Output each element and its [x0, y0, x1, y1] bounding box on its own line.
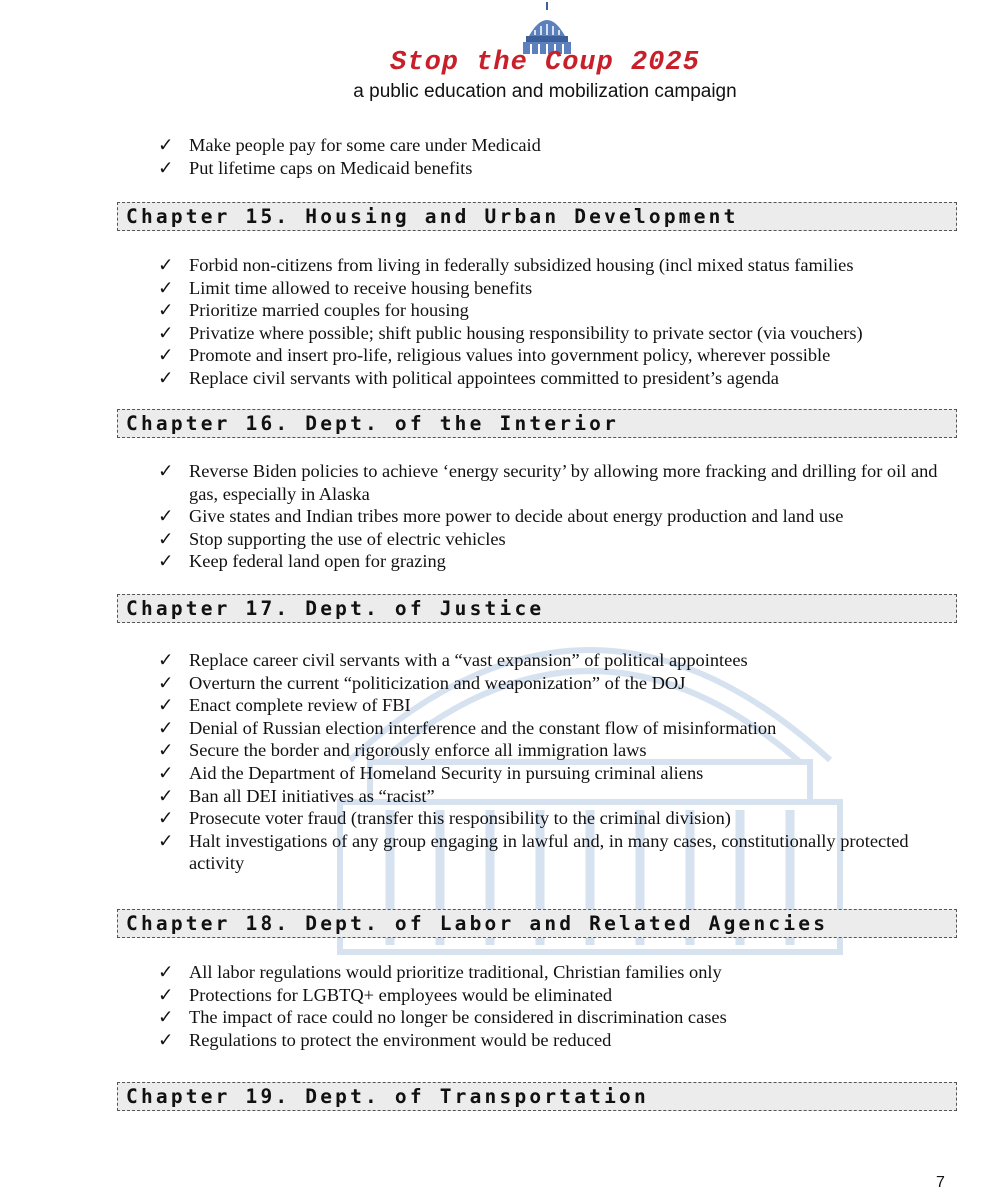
list-item	[158, 367, 948, 390]
checkmark-icon: ✓	[158, 808, 174, 829]
list-item	[158, 672, 948, 695]
list-item	[158, 807, 948, 830]
list-item	[158, 254, 948, 277]
checkmark-icon: ✓	[158, 650, 174, 670]
list-item	[158, 830, 948, 875]
chapter-15-heading: Chapter 15. Housing and Urban Development	[117, 202, 957, 231]
list-item	[158, 1006, 948, 1029]
checkmark-icon: ✓	[158, 672, 174, 693]
list-item	[158, 961, 948, 984]
list-item-text: Prosecute voter fraud (transfer this responsibility to the criminal division)	[189, 808, 731, 829]
list-item	[158, 550, 948, 573]
checkmark-icon: ✓	[158, 962, 174, 982]
chapter-16-list	[158, 460, 948, 573]
campaign-title: Stop the Coup 2025	[390, 48, 700, 78]
checkmark-icon: ✓	[158, 785, 174, 806]
page-number: 7	[936, 1174, 945, 1191]
list-item-text: Protections for LGBTQ+ employees would be eliminated	[189, 984, 613, 1005]
checkmark-icon: ✓	[158, 528, 174, 549]
checkmark-icon: ✓	[158, 695, 174, 716]
list-item	[158, 739, 948, 762]
checkmark-icon: ✓	[158, 300, 174, 321]
checkmark-icon: ✓	[158, 1007, 174, 1028]
list-item	[158, 505, 948, 528]
checkmark-icon: ✓	[158, 830, 174, 851]
chapter-16-heading: Chapter 16. Dept. of the Interior	[117, 409, 957, 438]
list-item-text: Forbid non-citizens from living in federally subsidized housing (incl mixed status families	[189, 255, 854, 275]
list-item-text: Stop supporting the use of electric vehicles	[189, 528, 506, 549]
list-item	[158, 344, 948, 367]
chapter-17-heading: Chapter 17. Dept. of Justice	[117, 594, 957, 623]
list-item-text: Promote and insert pro-life, religious values into government policy, wherever possible	[189, 345, 831, 366]
checkmark-icon: ✓	[158, 551, 174, 572]
list-item-text: Replace career civil servants with a “vast expansion” of political appointees	[189, 650, 748, 670]
list-item-text: Ban all DEI initiatives as “racist”	[189, 785, 435, 806]
list-item-text: Enact complete review of FBI	[189, 695, 411, 716]
list-item-text: Privatize where possible; shift public housing responsibility to private sector (via vouchers)	[189, 322, 863, 343]
list-item	[158, 322, 948, 345]
list-item-text: Give states and Indian tribes more power to decide about energy production and land use	[189, 506, 844, 527]
list-item	[158, 762, 948, 785]
list-item	[158, 1029, 948, 1052]
campaign-subtitle: a public education and mobilization campaign	[353, 81, 737, 102]
list-item	[158, 984, 948, 1007]
checkmark-icon: ✓	[158, 762, 174, 783]
checkmark-icon: ✓	[158, 277, 174, 298]
intro-list	[158, 134, 948, 179]
chapter-18-list	[158, 961, 948, 1051]
list-item	[158, 157, 948, 180]
checkmark-icon: ✓	[158, 461, 174, 481]
chapter-17-list	[158, 649, 948, 875]
chapter-18-heading: Chapter 18. Dept. of Labor and Related Agencies	[117, 909, 957, 938]
list-item	[158, 717, 948, 740]
checkmark-icon: ✓	[158, 157, 174, 178]
list-item	[158, 528, 948, 551]
chapter-19-heading: Chapter 19. Dept. of Transportation	[117, 1082, 957, 1111]
checkmark-icon: ✓	[158, 740, 174, 761]
list-item	[158, 460, 948, 505]
list-item-text: Overturn the current “politicization and weaponization” of the DOJ	[189, 672, 686, 693]
list-item-text: Limit time allowed to receive housing benefits	[189, 277, 533, 298]
checkmark-icon: ✓	[158, 255, 174, 275]
checkmark-icon: ✓	[158, 135, 174, 155]
list-item-text: Replace civil servants with political appointees committed to president’s agenda	[189, 367, 779, 388]
checkmark-icon: ✓	[158, 345, 174, 366]
list-item-text: Aid the Department of Homeland Security in pursuing criminal aliens	[189, 762, 704, 783]
chapter-15-list	[158, 254, 948, 390]
checkmark-icon: ✓	[158, 984, 174, 1005]
list-item	[158, 277, 948, 300]
list-item-text: Keep federal land open for grazing	[189, 551, 446, 572]
list-item-text: Make people pay for some care under Medicaid	[189, 135, 541, 155]
list-item	[158, 134, 948, 157]
list-item-text: Put lifetime caps on Medicaid benefits	[189, 157, 473, 178]
list-item-text: The impact of race could no longer be considered in discrimination cases	[189, 1007, 727, 1028]
list-item	[158, 694, 948, 717]
checkmark-icon: ✓	[158, 367, 174, 388]
list-item-text: Denial of Russian election interference and the constant flow of misinformation	[189, 717, 777, 738]
list-item-text: Prioritize married couples for housing	[189, 300, 469, 321]
list-item-text: All labor regulations would prioritize traditional, Christian families only	[189, 962, 722, 982]
list-item-text: Halt investigations of any group engaging in lawful and, in many cases, constitutionally protected activity	[189, 830, 909, 874]
list-item-text: Regulations to protect the environment would be reduced	[189, 1029, 612, 1050]
checkmark-icon: ✓	[158, 717, 174, 738]
checkmark-icon: ✓	[158, 506, 174, 527]
list-item-text: Reverse Biden policies to achieve ‘energy security’ by allowing more fracking and drilling for oil and gas, especially in Alaska	[189, 461, 938, 504]
list-item	[158, 649, 948, 672]
list-item-text: Secure the border and rigorously enforce all immigration laws	[189, 740, 647, 761]
list-item	[158, 785, 948, 808]
checkmark-icon: ✓	[158, 322, 174, 343]
list-item	[158, 299, 948, 322]
checkmark-icon: ✓	[158, 1029, 174, 1050]
